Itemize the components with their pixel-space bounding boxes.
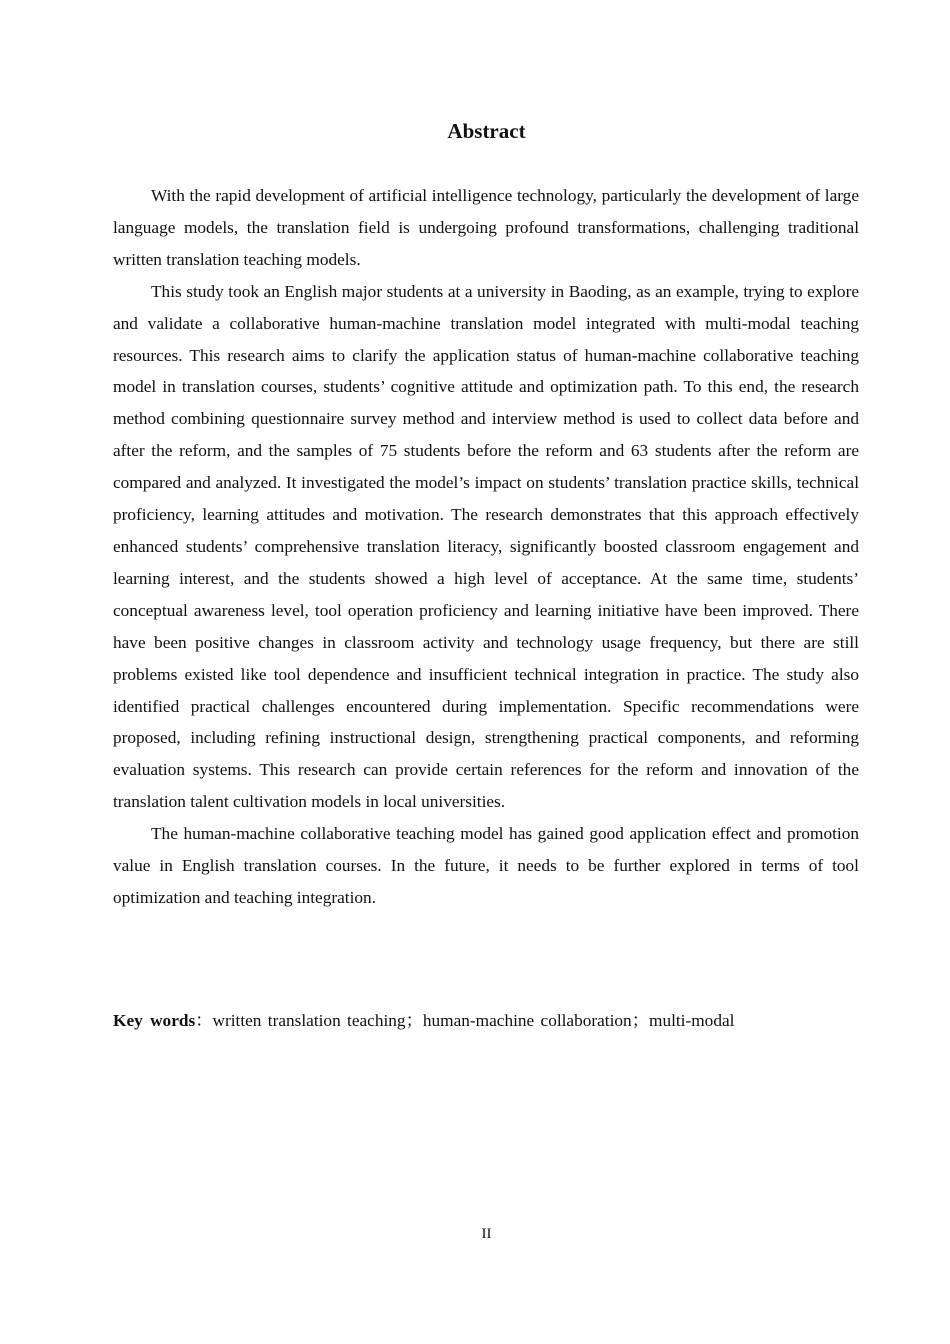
keyword-separator: ； xyxy=(631,1011,649,1030)
abstract-body xyxy=(113,180,859,914)
keyword-item: human-machine collaboration xyxy=(422,1011,632,1030)
keyword-item: multi-modal xyxy=(649,1011,735,1030)
abstract-paragraph-1: With the rapid development of artificial intelligence technology, particularly the development of large language models, the translation field is undergoing profound transformations, challenging traditional written translation teaching models. xyxy=(113,186,859,269)
abstract-paragraph-3: The human-machine collaborative teaching model has gained good application effect and promotion value in English translation courses. In the future, it needs to be further explored in terms of tool optimization and teaching integration. xyxy=(113,824,859,907)
keyword-item: written translation teaching xyxy=(212,1011,406,1030)
page-number: II xyxy=(481,1226,492,1242)
abstract-paragraph-2: This study took an English major students at a university in Baoding, as an example, trying to explore and validate a collaborative human-machine translation model integrated with multi-modal teaching resources. This research aims to clarify the application status of human-machine collaborative teaching model in translation courses, students’ cognitive attitude and optimization path. To this end, the research method combining questionnaire survey method and interview method is used to collect data before and after the reform, and the samples of 75 students before the reform and 63 students after the reform are compared and analyzed. It investigated the model’s impact on students’ translation practice skills, technical proficiency, learning attitudes and motivation. The research demonstrates that this approach effectively enhanced students’ comprehensive translation literacy, significantly boosted classroom engagement and learning interest, and the students showed a high level of acceptance. At the same time, students’ conceptual awareness level, tool operation proficiency and learning initiative have been improved. There have been positive changes in classroom activity and technology usage frequency, but there are still problems existed like tool dependence and insufficient technical integration in practice. The study also identified practical challenges encountered during implementation. Specific recommendations were proposed, including refining instructional design, strengthening practical components, and reforming evaluation systems. This research can provide certain references for the reform and innovation of the translation talent cultivation models in local universities. xyxy=(113,281,859,812)
keyword-separator: ； xyxy=(405,1011,423,1030)
keywords-label-separator: ： xyxy=(195,1011,213,1030)
keywords-label: Key words xyxy=(113,1011,196,1030)
abstract-title: Abstract xyxy=(447,119,526,143)
keywords-line xyxy=(113,1006,859,1036)
